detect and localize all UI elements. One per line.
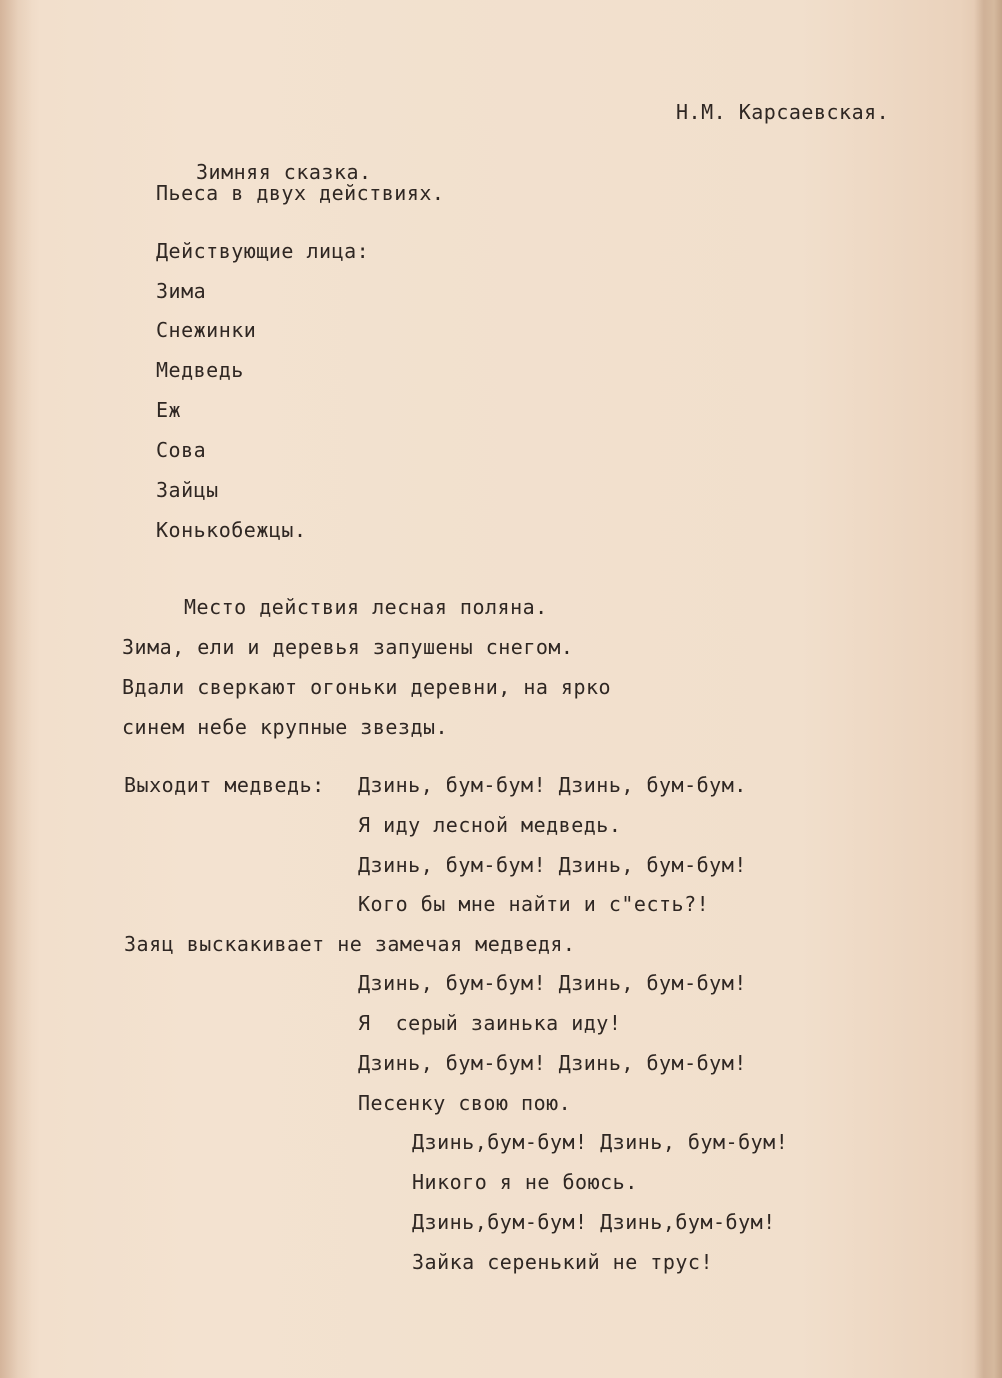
author-name: Н.М. Карсаевская. (676, 100, 890, 124)
setting-line: Вдали сверкают огоньки деревни, на ярко (122, 675, 612, 699)
page-binding-shadow (0, 0, 32, 1378)
cast-item: Снежинки (156, 318, 257, 342)
setting-line: Место действия лесная поляна. (184, 595, 548, 619)
verse-line: Я серый заинька иду! (358, 1011, 622, 1035)
verse-line: Дзинь, бум-бум! Дзинь, бум-бум! (358, 971, 747, 995)
verse-line: Песенку свою пою. (358, 1091, 572, 1115)
verse-line: Никого я не боюсь. (412, 1170, 638, 1194)
cast-heading: Действующие лица: (156, 239, 370, 263)
verse-line: Дзинь, бум-бум! Дзинь, бум-бум. (358, 773, 747, 797)
cast-item: Зайцы (156, 478, 219, 502)
cast-item: Медведь (156, 358, 244, 382)
verse-line: Кого бы мне найти и с"есть?! (358, 892, 710, 916)
cast-item: Еж (156, 398, 182, 422)
verse-line: Зайка серенький не трус! (412, 1250, 713, 1274)
verse-line: Дзинь, бум-бум! Дзинь, бум-бум! (358, 853, 747, 877)
cast-item: Сова (156, 438, 207, 462)
setting-line: синем небе крупные звезды. (122, 715, 449, 739)
hare-entrance: Заяц выскакивает не замечая медведя. (124, 932, 576, 956)
verse-line: Дзинь, бум-бум! Дзинь, бум-бум! (358, 1051, 747, 1075)
cast-item: Зима (156, 279, 207, 303)
cast-item: Конькобежцы. (156, 518, 307, 542)
verse-line: Я иду лесной медведь. (358, 813, 622, 837)
page-edge-shadow (974, 0, 1002, 1378)
verse-line: Дзинь,бум-бум! Дзинь, бум-бум! (412, 1130, 789, 1154)
play-subtitle: Пьеса в двух действиях. (156, 181, 445, 205)
setting-line: Зима, ели и деревья запушены снегом. (122, 635, 574, 659)
verse-line: Дзинь,бум-бум! Дзинь,бум-бум! (412, 1210, 776, 1234)
play-title: Зимняя сказка. (196, 160, 372, 184)
bear-entrance: Выходит медведь: (124, 773, 325, 797)
